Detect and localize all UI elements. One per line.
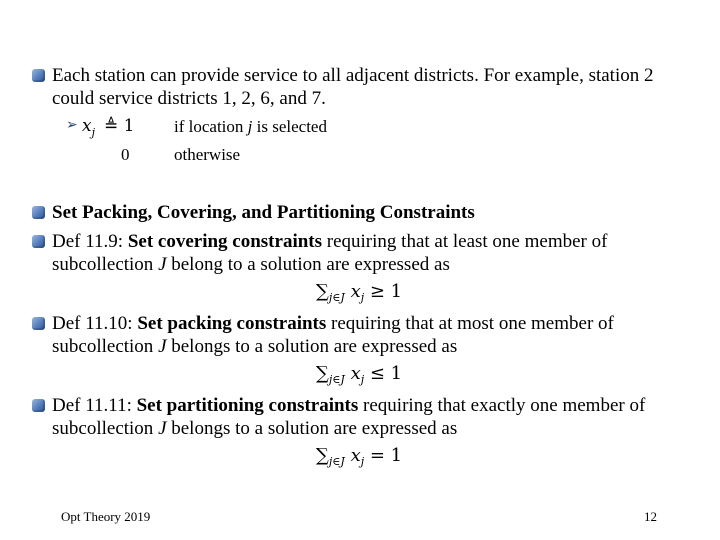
- def-11-11-line-2-a: subcollection: [52, 418, 159, 439]
- bullet-3-line-2: [52, 254, 450, 276]
- def-11-11-line-2-j: J: [158, 418, 167, 439]
- sum-index: j∈J: [328, 455, 345, 468]
- bullet-2-bold: Set Packing, Covering, and Partitioning Constraints: [52, 202, 475, 223]
- footer-course: Opt Theory 2019: [61, 509, 151, 524]
- def-11-9-line-2-b: belong to a solution are expressed as: [166, 254, 450, 275]
- definition-cond-1-j: j: [247, 117, 253, 136]
- arrow-bullet-icon: ➢: [66, 118, 78, 133]
- def-11-10-term: Set packing constraints: [137, 313, 327, 334]
- eq-var-sub: j: [360, 291, 365, 304]
- bullet-icon: [32, 317, 45, 330]
- eq-var: x: [350, 363, 361, 384]
- definition-variable: [82, 116, 95, 143]
- def-11-9-rest: requiring that at least one member of: [322, 231, 608, 252]
- partitioning-relation: = 1: [369, 445, 403, 466]
- eq-var: x: [350, 281, 361, 302]
- def-11-11-rest: requiring that exactly one member of: [358, 395, 646, 416]
- def-11-10-rest: requiring that at most one member of: [326, 313, 614, 334]
- def-11-10-line-2-b: belongs to a solution are expressed as: [166, 336, 458, 357]
- covering-equation: [316, 281, 402, 309]
- definition-eq: ≜ 1: [104, 116, 135, 136]
- eq-var-sub: j: [360, 373, 365, 386]
- definition-var: x: [82, 116, 92, 136]
- partitioning-equation: [316, 445, 402, 473]
- definition-cond-1-b: is selected: [252, 117, 327, 136]
- packing-equation: [316, 363, 402, 391]
- definition-value-2: 0: [121, 145, 130, 164]
- bullet-3-line-1: [52, 231, 607, 253]
- def-11-10-prefix: Def 11.10:: [52, 313, 138, 334]
- definition-cond-2: otherwise: [174, 145, 241, 164]
- bullet-5-line-2: [52, 418, 457, 440]
- sum-symbol: ∑: [316, 363, 329, 384]
- bullet-icon: [32, 206, 45, 219]
- bullet-1-line-1: Each station can provide service to all adjacent districts. For example, station 2: [52, 65, 654, 86]
- definition-cond-1-a: if location: [174, 117, 248, 136]
- definition-cond-1: [174, 117, 327, 137]
- footer-page-number: 12: [644, 509, 657, 524]
- bullet-4-line-1: [52, 313, 614, 335]
- eq-var: x: [350, 445, 361, 466]
- def-11-11-line-2-b: belongs to a solution are expressed as: [166, 418, 458, 439]
- covering-relation: ≥ 1: [369, 281, 403, 302]
- bullet-1-line-2: could service districts 1, 2, 6, and 7.: [52, 88, 326, 109]
- def-11-9-term: Set covering constraints: [127, 231, 323, 252]
- bullet-5-line-1: [52, 395, 645, 417]
- bullet-icon: [32, 235, 45, 248]
- def-11-9-prefix: Def 11.9:: [52, 231, 128, 252]
- def-11-9-line-2-j: J: [158, 254, 167, 275]
- eq-var-sub: j: [360, 455, 365, 468]
- bullet-icon: [32, 399, 45, 412]
- definition-var-sub: j: [91, 126, 96, 139]
- packing-relation: ≤ 1: [369, 363, 403, 384]
- sum-symbol: ∑: [316, 445, 329, 466]
- bullet-4-line-2: [52, 336, 457, 358]
- sum-index: j∈J: [328, 373, 345, 386]
- sum-index: j∈J: [328, 291, 345, 304]
- def-11-11-prefix: Def 11.11:: [52, 395, 137, 416]
- bullet-icon: [32, 69, 45, 82]
- bullet-2-heading: [52, 202, 475, 224]
- sum-symbol: ∑: [316, 281, 329, 302]
- def-11-10-line-2-a: subcollection: [52, 336, 159, 357]
- def-11-11-term: Set partitioning constraints: [136, 395, 359, 416]
- def-11-9-line-2-a: subcollection: [52, 254, 159, 275]
- def-11-10-line-2-j: J: [158, 336, 167, 357]
